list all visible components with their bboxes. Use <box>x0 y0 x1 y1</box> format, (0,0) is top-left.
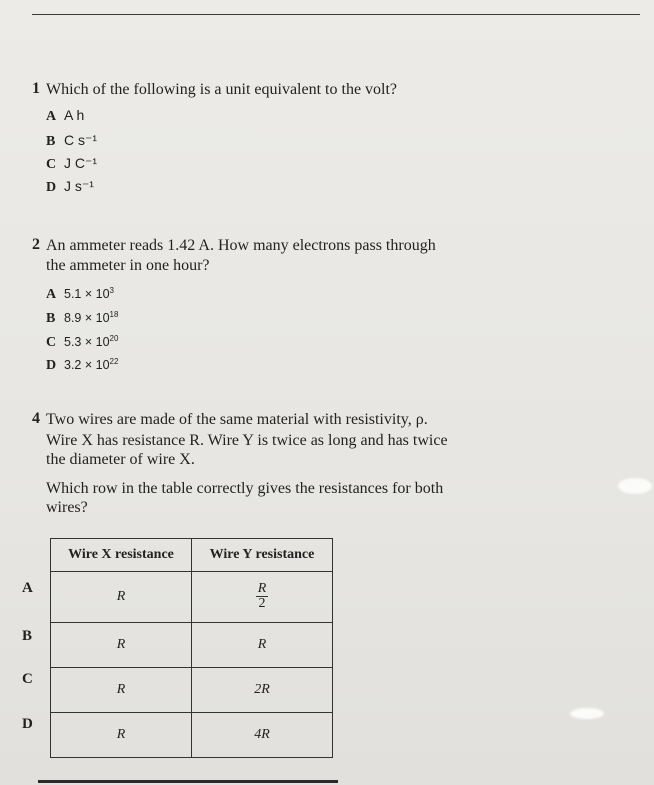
table-row <box>51 713 333 758</box>
top-divider <box>32 14 640 15</box>
resistance-table <box>50 538 333 758</box>
table-row <box>51 572 333 623</box>
question-4-text-line3: the diameter of wire X. <box>46 451 195 468</box>
fraction-r-over-2: $\frac{R}{2}$ <box>257 581 267 611</box>
question-4-prompt-line1: Which row in the table correctly gives the resistances for both <box>46 480 444 497</box>
cell-y-b: R <box>192 623 333 668</box>
q1-option-c[interactable]: C J C⁻¹ <box>46 155 98 172</box>
question-1-text: Which of the following is a unit equivalent to the volt? <box>46 81 398 98</box>
light-glare <box>618 478 652 494</box>
question-1-number: 1 <box>32 80 40 97</box>
light-glare <box>570 708 604 719</box>
row-letter-d[interactable]: D <box>22 716 33 732</box>
question-2-text-line2: the ammeter in one hour? <box>46 257 210 274</box>
question-4-text-line2: Wire X has resistance R. Wire Y is twice as long and has twice <box>46 432 448 449</box>
q2-option-c[interactable]: C $5.3 \times 10^{20}$ <box>46 334 119 351</box>
cell-x-a: R <box>51 572 192 623</box>
question-4-number: 4 <box>32 410 40 427</box>
question-2-number: 2 <box>32 236 40 253</box>
q2-option-b[interactable]: B $8.9 \times 10^{18}$ <box>46 310 119 327</box>
cell-x-c: R <box>51 668 192 713</box>
q2-option-a[interactable]: A $5.1 \times 10^3$ <box>46 286 114 303</box>
table-header-row <box>51 539 333 572</box>
cell-y-a <box>192 572 333 623</box>
q1-option-d[interactable]: D J s⁻¹ <box>46 178 94 195</box>
header-wire-y: Wire Y resistance <box>192 539 333 572</box>
question-2-text-line1: An ammeter reads 1.42 A. How many electrons pass through <box>46 237 436 254</box>
cell-x-b: R <box>51 623 192 668</box>
bottom-divider <box>38 780 338 783</box>
row-letter-c[interactable]: C <box>22 671 33 687</box>
q1-option-a[interactable]: A A h <box>46 107 85 124</box>
row-letter-a[interactable]: A <box>22 580 33 596</box>
table-row <box>51 668 333 713</box>
cell-y-d: 4R <box>192 713 333 758</box>
q1-option-b[interactable]: B C s⁻¹ <box>46 132 98 149</box>
header-wire-x: Wire X resistance <box>51 539 192 572</box>
table-row <box>51 623 333 668</box>
cell-y-c: 2R <box>192 668 333 713</box>
question-4-prompt-line2: wires? <box>46 499 88 516</box>
question-4-text-line1: Two wires are made of the same material with resistivity, ρ. <box>46 411 428 428</box>
row-letter-b[interactable]: B <box>22 628 33 644</box>
q2-option-d[interactable]: D $3.2 \times 10^{22}$ <box>46 357 119 374</box>
cell-x-d: R <box>51 713 192 758</box>
